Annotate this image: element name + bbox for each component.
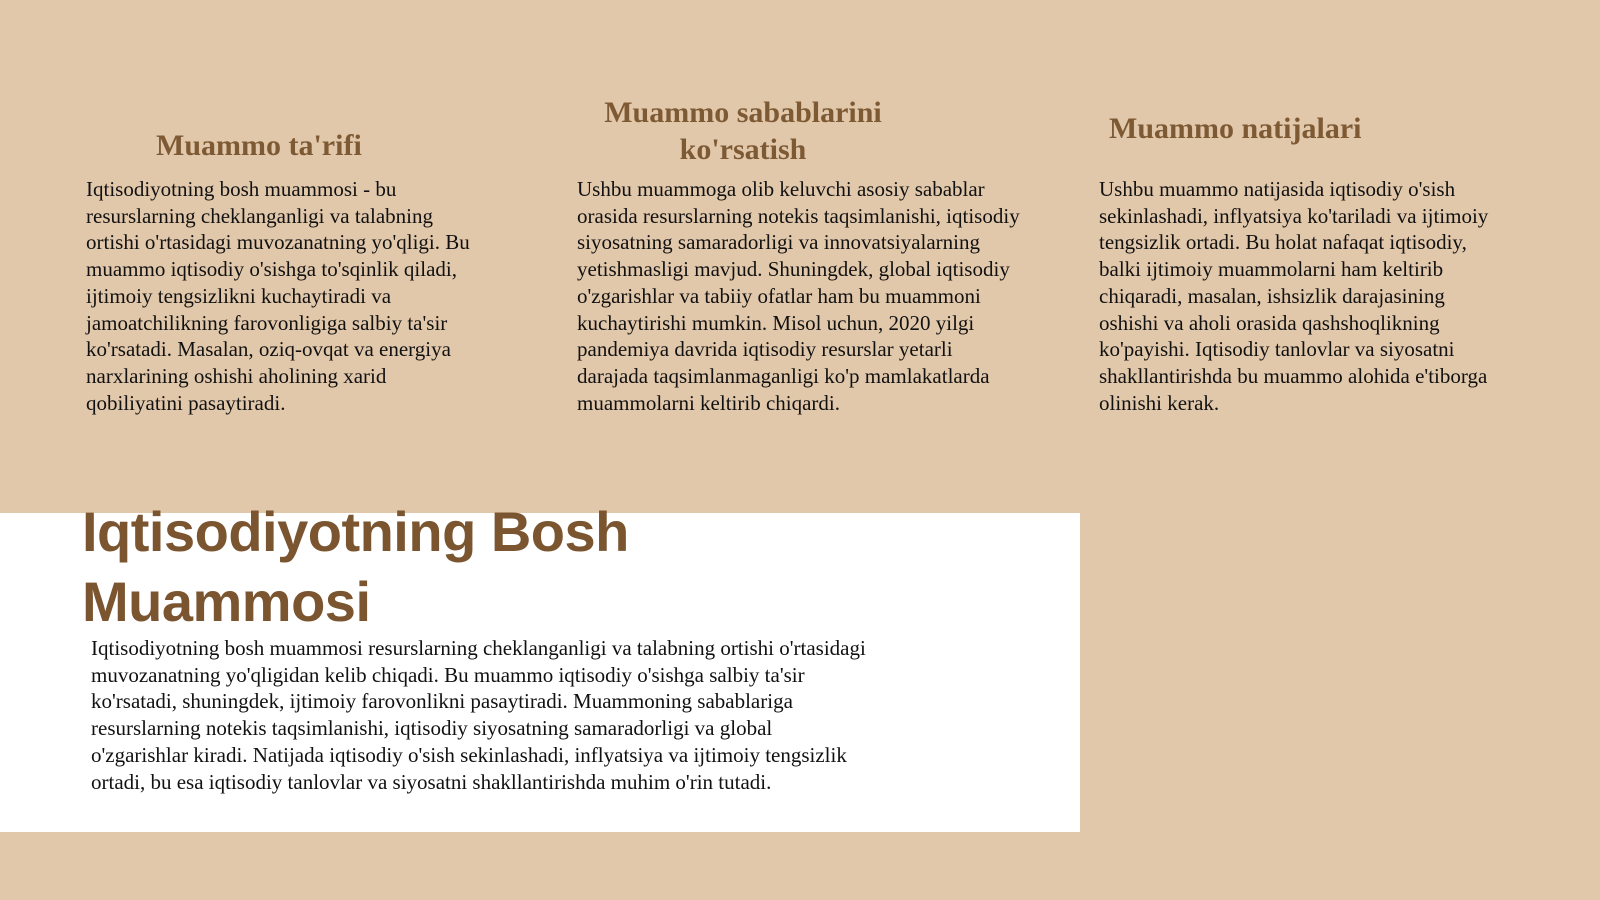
column-text: Ushbu muammo natijasida iqtisodiy o'sish sekinlashadi, inflyatsiya ko'tariladi va ijtimoiy tengsizlik ortadi. Bu holat nafaqat iqtisodiy, balki ijtimoiy muammolarni ham keltirib chiqaradi, masalan, ishsizlik darajasining oshishi va aholi orasida qashshoqlikning ko'payishi. Iqtisodiy tanlovlar va siyosatni shakllantirishda bu muammo alohida e'tiborga olinishi kerak. [1099,177,1489,415]
column-heading-line2: ko'rsatish [679,133,807,166]
column-heading-line1: Muammo sabablarini [604,96,882,129]
column-text: Iqtisodiyotning bosh muammosi - bu resurslarning cheklanganligi va talabning ortishi o'rtasidagi muvozanatning yo'qligi. Bu muammo iqtisodiy o'sishga to'sqinlik qiladi, ijtimoiy tengsizlikni kuchaytiradi va jamoatchilikning farovonligiga salbiy ta'sir ko'rsatadi. Masalan, oziq-ovqat va energiya narxlarining oshishi aholining xarid qobiliyatini pasaytiradi. [86,177,470,415]
main-summary-text: Iqtisodiyotning bosh muammosi resurslarning cheklanganligi va talabning ortishi o'rtasidagi muvozanatning yo'qligidan kelib chiqadi. Bu muammo iqtisodiy o'sishga salbiy ta'sir ko'rsatadi, shuningdek, ijtimoiy farovonlikni pasaytiradi. Muammoning sabablariga resurslarning notekis taqsimlanishi, iqtisodiy siyosatning samaradorligi va global o'zgarishlar kiradi. Natijada iqtisodiy o'sish sekinlashadi, inflyatsiya va ijtimoiy tengsizlik ortadi, bu esa iqtisodiy tanlovlar va siyosatni shakllantirishda muhim o'rin tutadi. [91,636,866,794]
column-heading [577,94,909,168]
page-title-line2: Muammosi [82,570,371,633]
column-text: Ushbu muammoga olib keluvchi asosiy sabablar orasida resurslarning notekis taqsimlanishi, iqtisodiy siyosatning samaradorligi va innovatsiyalarning yetishmasligi mavjud. Shuningdek, global iqtisodiy o'zgarishlar va tabiiy ofatlar ham bu muammoni kuchaytirishi mumkin. Misol uchun, 2020 yilgi pandemiya davrida iqtisodiy resurslar yetarli darajada taqsimlanmaganligi ko'p mamlakatlarda muammolarni keltirib chiqardi. [577,177,1020,415]
column-heading: Muammo ta'rifi [156,129,362,162]
page-title [82,497,629,637]
column-heading: Muammo natijalari [1109,112,1362,145]
page-title-line1: Iqtisodiyotning Bosh [82,500,629,563]
